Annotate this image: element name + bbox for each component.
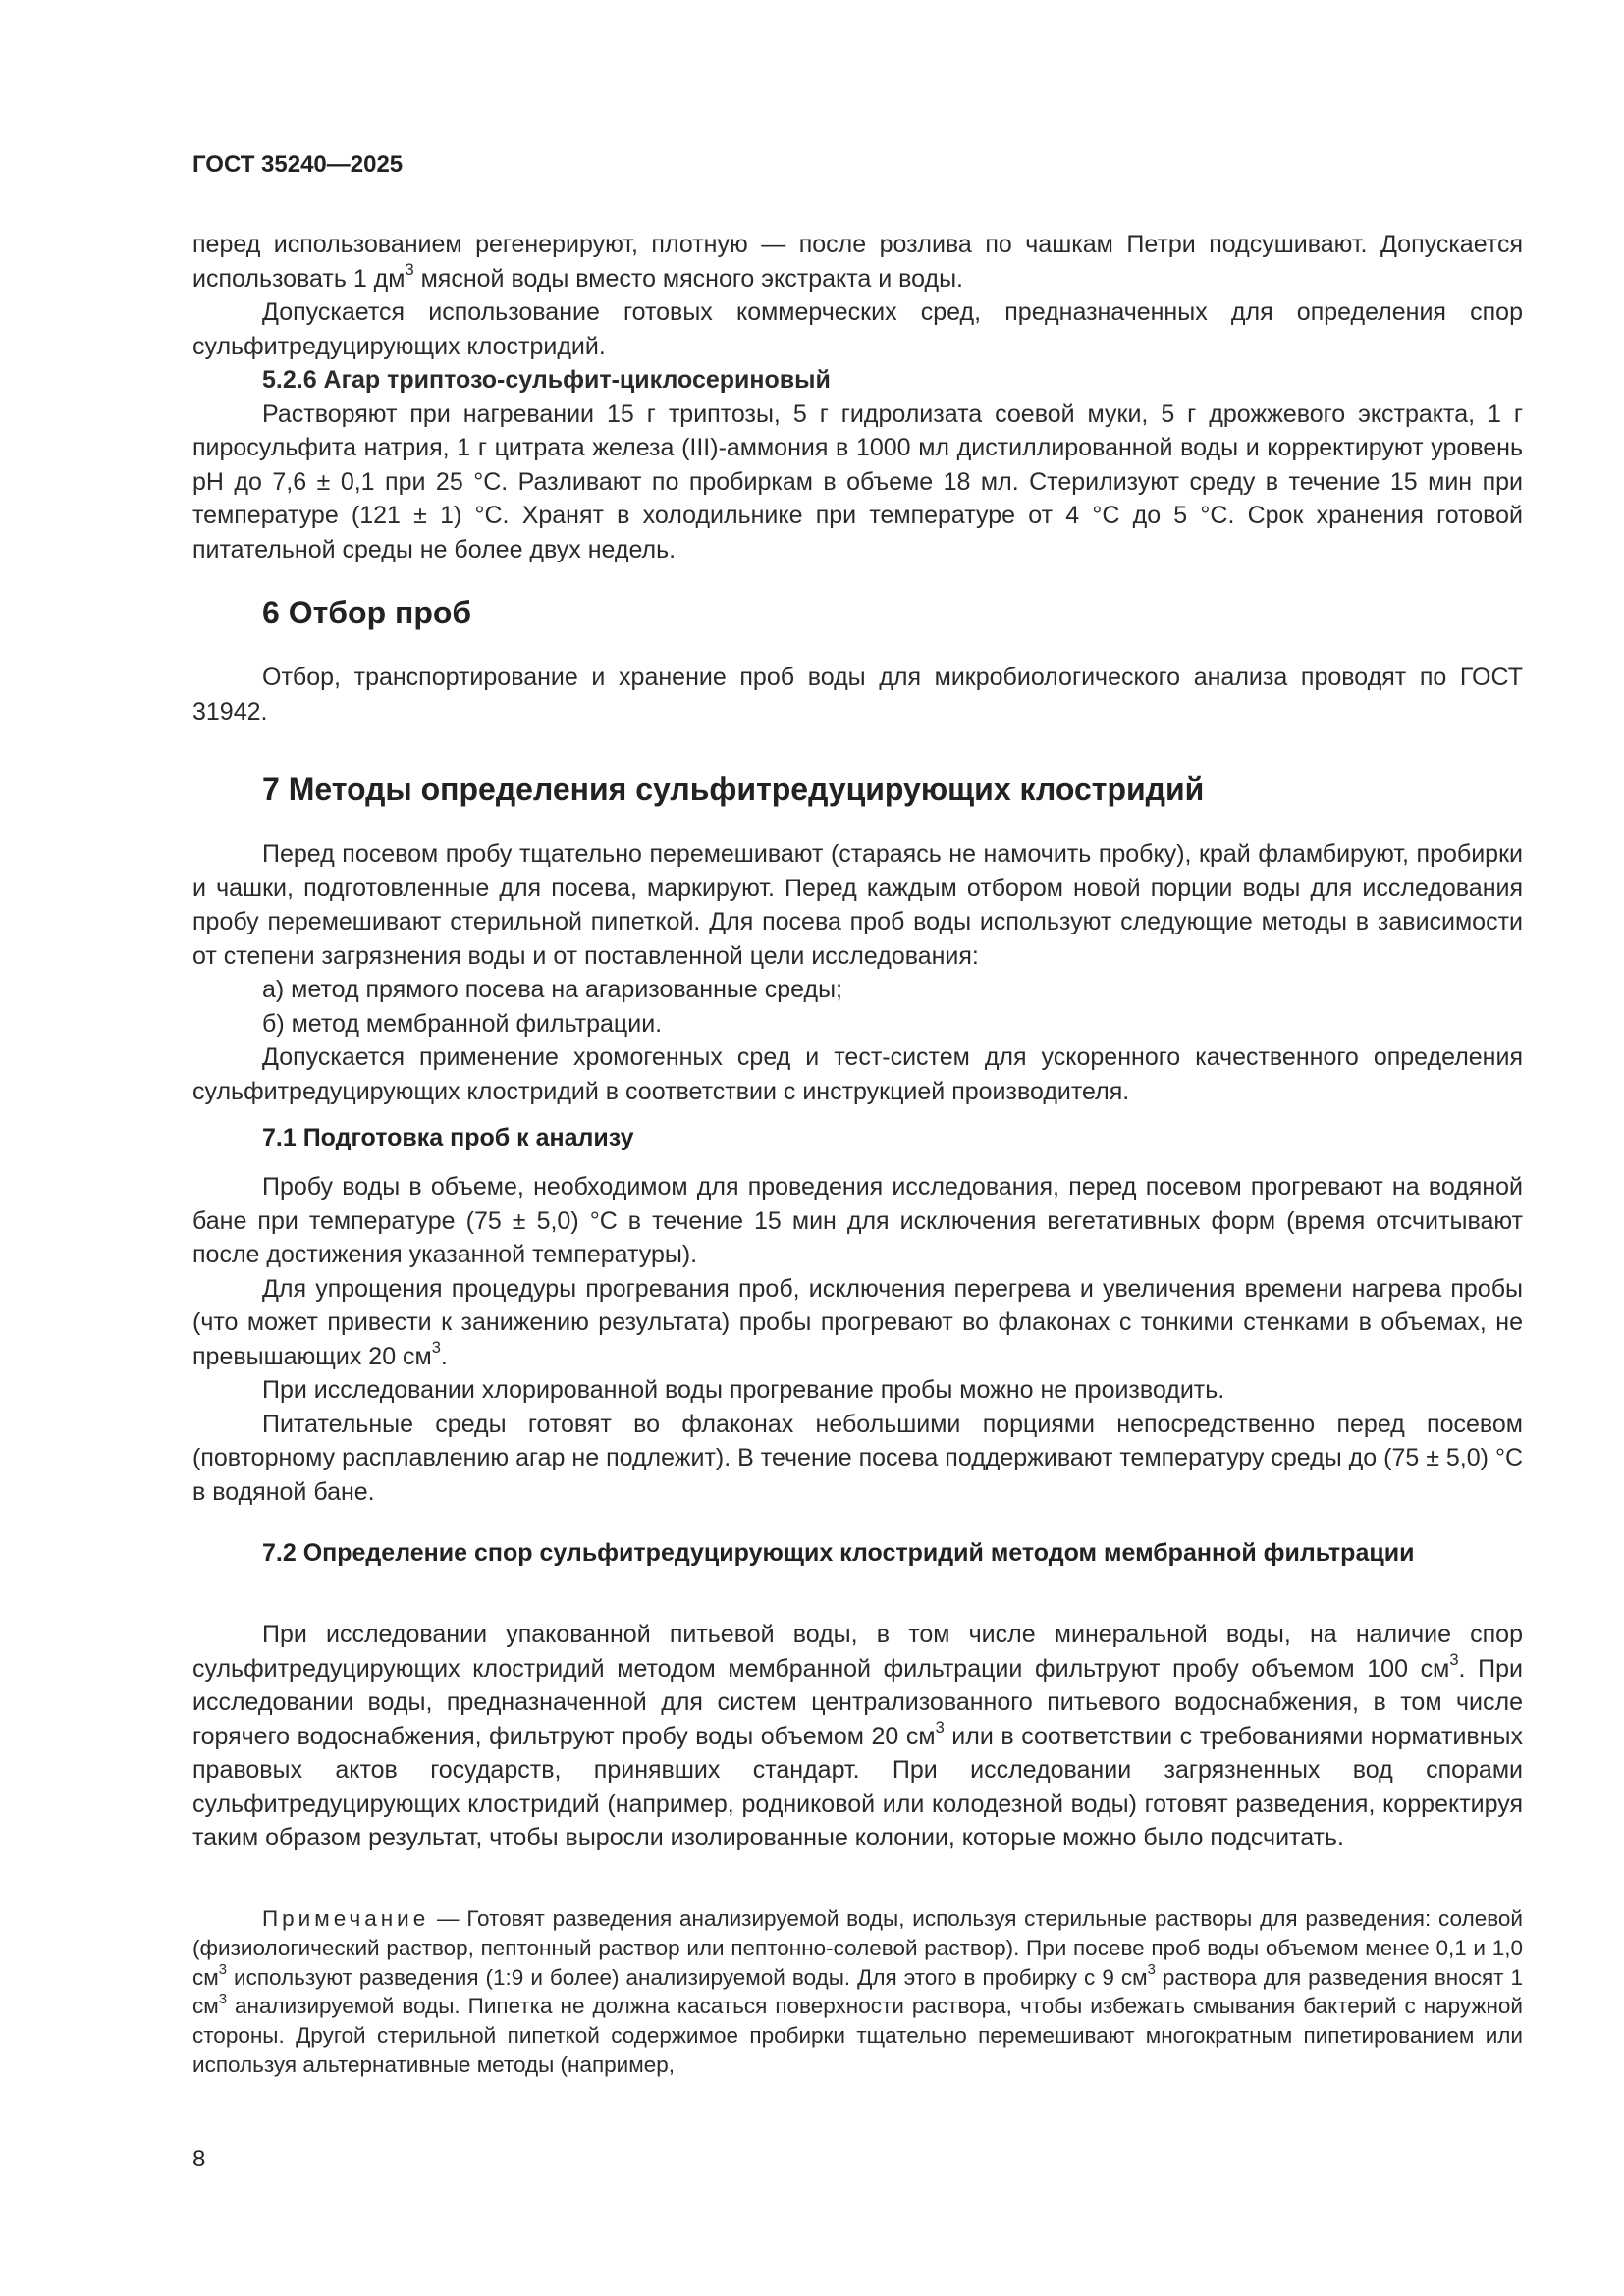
- paragraph-sampling: Отбор, транспортирование и хранение проб воды для микробиологического анализа проводят по ГОСТ 31942.: [192, 664, 1523, 725]
- section-7-2-text: [192, 1618, 1523, 1855]
- section-7-1-heading: 7.1 Подготовка проб к анализу: [262, 1124, 634, 1151]
- running-header: ГОСТ 35240—2025: [192, 151, 404, 178]
- paragraph-chlorinated: При исследовании хлорированной воды прогревание пробы можно не производить.: [262, 1376, 1225, 1404]
- section-6-text: [192, 661, 1523, 728]
- section-6-heading: 6 Отбор проб: [262, 595, 472, 630]
- paragraph-agar-recipe: Растворяют при нагревании 15 г триптозы, 5 г гидролизата соевой муки, 5 г дрожжевого экстракта, 1 г пиросульфита натрия, 1 г цитрата железа (III)-аммония в 1000 мл дистиллированной воды и корректируют уровень рН до 7,6 ± 0,1 при 25 °C. Разливают по пробиркам в объеме 18 мл. Стерилизуют среду в течение 15 мин при температуре (121 ± 1) °C. Хранят в холодильнике при температуре от 4 °C до 5 °C. Срок хранения готовой питательной среды не более двух недель.: [192, 400, 1523, 563]
- list-item-a: а) метод прямого посева на агаризованные среды;: [262, 976, 842, 1003]
- paragraph-membrane-filtration: При исследовании упакованной питьевой воды, в том числе минеральной воды, на наличие спор сульфитредуцирующих клостридий методом мембранной фильтрации фильтруют пробу объемом 100 $см^3$. При исследовании воды, предназначенной для систем централизованного питьевого водоснабжения, в том числе горячего водоснабжения, фильтруют пробу воды объемом 20 $см^3$ или в соответствии с требованиями нормативных правовых актов государств, принявших стандарт. При исследовании загрязненных вод спорами сульфитредуцирующих клостридий (например, родниковой или колодезной воды) готовят разведения, корректируя таким образом результат, чтобы выросли изолированные колонии, которые можно было подсчитать.: [192, 1621, 1524, 1851]
- paragraph-chromogenic: Допускается применение хромогенных сред и тест-систем для ускоренного качественного определения сульфитредуцирующих клостридий в соответствии с инструкцией производителя.: [192, 1043, 1523, 1105]
- top-text-block: [192, 228, 1523, 566]
- paragraph-commercial-media: Допускается использование готовых коммерческих сред, предназначенных для определения спор сульфитредуцирующих клостридий.: [192, 298, 1523, 360]
- section-7-2-heading: 7.2 Определение спор сульфитредуцирующих клостридий методом мембранной фильтрации: [262, 1539, 1415, 1567]
- note-paragraph: Примечание — Готовят разведения анализируемой воды, используя стерильные растворы для разведения: солевой (физиологический раствор, пептонный раствор или пептонно-солевой раствор). При посеве проб воды объемом менее 0,1 и 1,0 $см^3$ используют разведения (1:9 и более) анализируемой воды. Для этого в пробирку с 9 $см^3$ раствора для разведения вносят 1 $см^3$ анализируемой воды. Пипетка не должна касаться поверхности раствора, чтобы избежать смывания бактерий с наружной стороны. Другой стерильной пипеткой содержимое пробирки тщательно перемешивают многократным пипетированием или используя альтернативные методы (например,: [192, 1906, 1523, 2077]
- section-7-text: [192, 837, 1523, 1108]
- subsection-5-2-6-heading: 5.2.6 Агар триптозо-сульфит-циклосериновый: [262, 366, 831, 394]
- note-block: [192, 1904, 1523, 2080]
- paragraph-methods-intro: Перед посевом пробу тщательно перемешивают (стараясь не намочить пробку), край фламбируют, пробирки и чашки, подготовленные для посева, маркируют. Перед каждым отбором новой порции воды для исследования пробу перемешивают стерильной пипеткой. Для посева проб воды используют следующие методы в зависимости от степени загрязнения воды и от поставленной цели исследования:: [192, 840, 1523, 970]
- paragraph-continuation: перед использованием регенерируют, плотную — после розлива по чашкам Петри подсушивают. Допускается использовать 1 $дм^3$ мясной воды вместо мясного экстракта и воды.: [192, 231, 1523, 293]
- paragraph-heating: Пробу воды в объеме, необходимом для проведения исследования, перед посевом прогревают на водяной бане при температуре (75 ± 5,0) °C в течение 15 мин для исключения вегетативных форм (время отсчитывают после достижения указанной температуры).: [192, 1173, 1523, 1268]
- section-7-1-text: [192, 1170, 1523, 1509]
- list-item-b: б) метод мембранной фильтрации.: [262, 1009, 663, 1038]
- paragraph-media-prep: Питательные среды готовят во флаконах небольшими порциями непосредственно перед посевом (повторному расплавлению агар не подлежит). В течение посева поддерживают температуру среды до (75 ± 5,0) °C в водяной бане.: [192, 1410, 1523, 1506]
- section-7-heading: 7 Методы определения сульфитредуцирующих клостридий: [262, 772, 1205, 807]
- paragraph-heating-simplify: Для упрощения процедуры прогревания проб, исключения перегрева и увеличения времени нагрева пробы (что может привести к занижению результата) пробы прогревают во флаконах с тонкими стенками в объемах, не превышающих 20 $см^3$.: [192, 1274, 1523, 1370]
- page-number: 8: [192, 2146, 206, 2172]
- note-label: Примечание: [262, 1906, 430, 1931]
